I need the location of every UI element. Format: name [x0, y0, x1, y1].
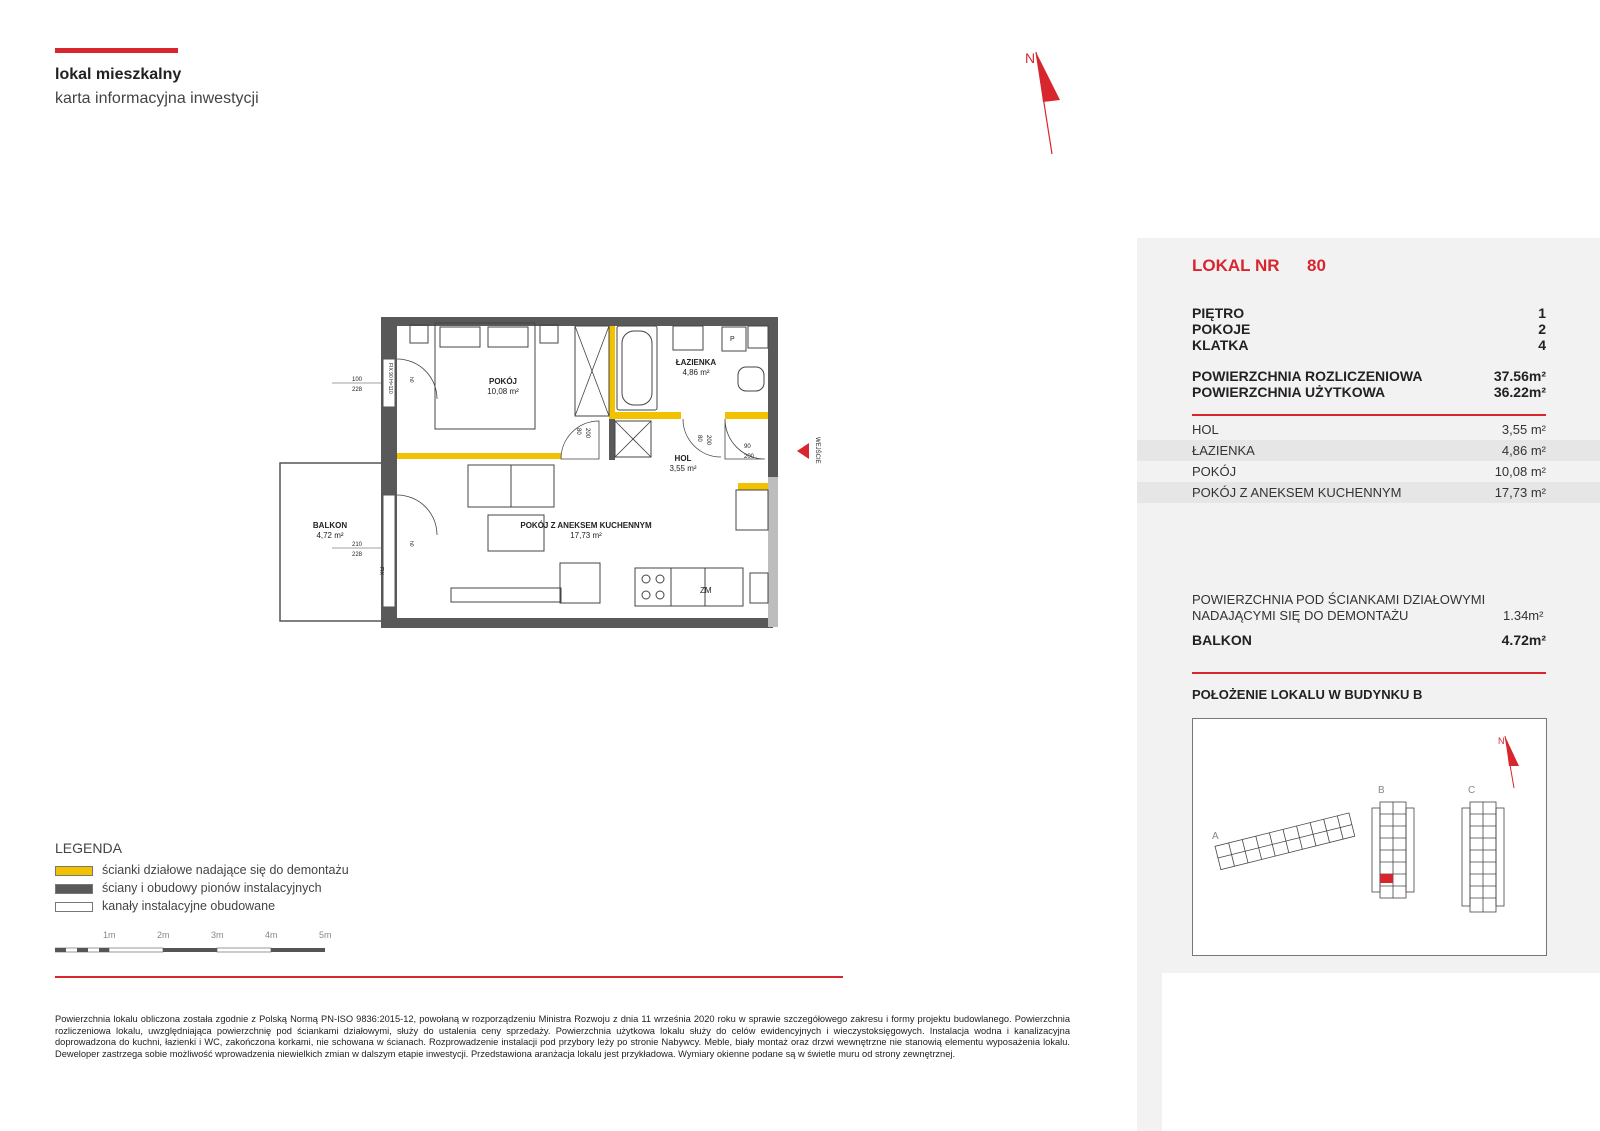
door-bedroom-width: 80 [575, 428, 581, 435]
room-row-living-kitchen: POKÓJ Z ANEKSEM KUCHENNYM 17,73 m² [1137, 482, 1600, 503]
building-b-label: B [1378, 785, 1385, 796]
window1-width: 100 [352, 377, 363, 383]
wall-right-upper [768, 317, 778, 477]
walls-area-value: 1.34m² [1503, 608, 1544, 623]
room-label-bedroom: POKÓJ [488, 377, 518, 386]
room-label-balcony: BALKON [312, 521, 348, 530]
document-subtitle: karta informacyjna inwestycji [55, 90, 259, 107]
footer-divider [55, 976, 843, 978]
wall-bottom [381, 618, 773, 628]
wall-bedroom-demolish [397, 453, 561, 459]
wall-bath-demolish [609, 326, 615, 414]
stat-staircase: KLATKA 4 [1192, 337, 1546, 353]
lokal-number-label: LOKAL NR [1192, 256, 1280, 275]
area-usable: POWIERZCHNIA UŻYTKOWA 36.22m² [1192, 384, 1546, 400]
scale-label-3m: 3m [211, 930, 224, 940]
legend-swatch-yellow [55, 866, 93, 876]
window2-width: 210 [352, 542, 363, 548]
panel-divider-1 [1192, 414, 1546, 416]
window1-sill: h0 [408, 377, 414, 383]
compass-letter: N [1025, 50, 1036, 66]
room-row-bedroom: POKÓJ 10,08 m² [1192, 464, 1546, 479]
legend-swatch-gray [55, 884, 93, 894]
room-area-balcony: 4,72 m² [316, 531, 344, 540]
building-c-label: C [1468, 785, 1476, 796]
walls-area-label-2: NADAJĄCYMI SIĘ DO DEMONTAŻU [1192, 608, 1409, 623]
entrance-label: WEJŚCIE [814, 437, 820, 464]
balcony-outline [280, 463, 384, 621]
panel-cutout [1162, 973, 1600, 1131]
wall-top [381, 317, 773, 326]
stat-rooms: POKOJE 2 [1192, 321, 1546, 337]
door-entry-width: 90 [744, 444, 751, 450]
lokal-number-value: 80 [1307, 256, 1326, 275]
legend-title: LEGENDA [55, 840, 122, 856]
stat-floor: PIĘTRO 1 [1192, 305, 1546, 321]
walls-area-label-1: POWIERZCHNIA POD ŚCIANKAMI DZIAŁOWYMI [1192, 592, 1486, 607]
scale-label-4m: 4m [265, 930, 278, 940]
door-bedroom-height: 200 [584, 428, 590, 439]
room-area-hall: 3,55 m² [669, 464, 697, 473]
room-label-hall: HOL [674, 454, 692, 463]
entrance-arrow-icon [797, 443, 809, 459]
room-area-living: 17,73 m² [570, 531, 602, 540]
north-compass-icon [1015, 44, 1075, 156]
door-entry-height: 200 [744, 454, 755, 460]
label-p: P [730, 336, 735, 343]
floor-plan [270, 315, 850, 635]
map-north-letter: N [1498, 736, 1505, 746]
balcony-area: BALKON 4.72m² [1192, 632, 1546, 648]
wall-right-lower [768, 477, 778, 627]
scale-label-5m: 5m [319, 930, 332, 940]
wall-bath-bottom2-demolish [725, 412, 768, 419]
building-a-label: A [1212, 831, 1219, 842]
window1-height: 228 [352, 387, 363, 393]
scale-label-2m: 2m [157, 930, 170, 940]
window2-height: 228 [352, 552, 363, 558]
location-title: POŁOŻENIE LOKALU W BUDYNKU B [1192, 687, 1423, 702]
scale-label-1m: 1m [103, 930, 116, 940]
room-label-living: POKÓJ Z ANEKSEM KUCHENNYM [520, 521, 652, 530]
room-area-bedroom: 10,08 m² [487, 387, 519, 396]
site-location-map [1192, 718, 1547, 956]
area-settlement: POWIERZCHNIA ROZLICZENIOWA 37.56m² [1192, 368, 1546, 384]
room-area-bathroom: 4,86 m² [682, 368, 710, 377]
room-row-hall: HOL 3,55 m² [1192, 422, 1546, 437]
room-label-bathroom: ŁAZIENKA [675, 358, 717, 367]
window2-fix: FIX [378, 567, 384, 575]
document-title: lokal mieszkalny [55, 66, 182, 83]
window1-fix: FIX 90 H=110 [387, 363, 393, 394]
wall-bath-bottom-demolish [609, 412, 681, 419]
room-row-bathroom: ŁAZIENKA 4,86 m² [1137, 440, 1600, 461]
wall-kitchen-demolish [738, 483, 768, 490]
header-accent-bar [55, 48, 178, 53]
footnote-disclaimer: Powierzchnia lokalu obliczona została zgodnie z Polską Normą PN-ISO 9836:2015-12, powołaną w rozporządzeniu Ministra Rozwoju z dnia 11 września 2020 roku w sprawie szczegółowego zakresu i formy projektu budowlanego. Powierzchnia rozliczeniowa lokalu, uwzględniająca powierzchnię pod ściankami działowymi, służy do ustalenia ceny sprzedaży. Powierzchnia użytkowa lokalu służy do celów ewidencyjnych i wieczystoksięgowych. Instalacja wodna i kanalizacyjna doprowadzona do kuchni, łazienki i WC, zakończona korkami, nie schowana w ścianach. Rozprowadzenie instalacji pod przybory leży po stronie Nabywcy. Meble, biały montaż oraz drzwi wewnętrzne nie stanowią elementu wyposażenia lokalu. Deweloper zastrzega sobie możliwość wprowadzenia niewielkich zmian w dalszym etapie inwestycji. Przedstawiona aranżacja lokalu jest przykładowa. Wymiary okienne podane są w świetle muru od strony zewnętrznej. [55, 1014, 1070, 1059]
legend-swatch-white [55, 902, 93, 912]
door-bathroom-width: 80 [696, 435, 702, 442]
window2-sill: h0 [408, 541, 414, 547]
label-zm: ZM [700, 586, 712, 595]
scale-bar [55, 946, 330, 954]
door-bathroom-height: 200 [705, 435, 711, 446]
apartment-location-marker [1380, 874, 1393, 883]
panel-divider-2 [1192, 672, 1546, 674]
